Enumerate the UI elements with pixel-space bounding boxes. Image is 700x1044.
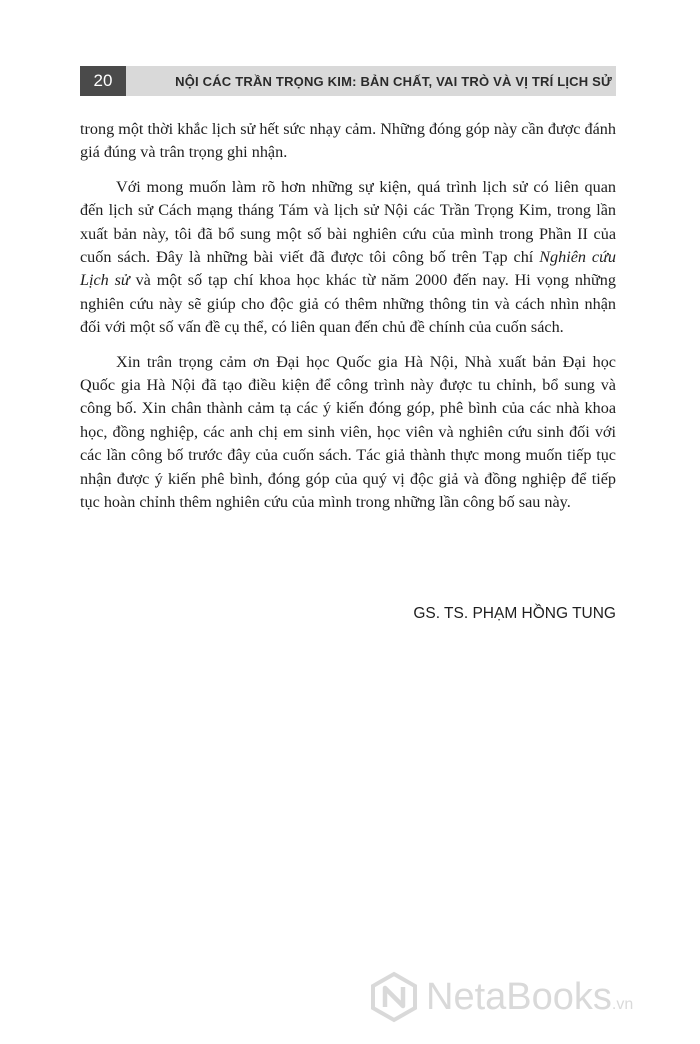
paragraph-2 — [80, 176, 616, 340]
journal-name: Nghiên cứu Lịch sử — [80, 248, 616, 290]
watermark-text — [426, 976, 633, 1019]
paragraph-2-text-a: Với mong muốn làm rõ hơn những sự kiện, quá trình lịch sử có liên quan đến lịch sử Cách mạng tháng Tám và lịch sử Nội các Trần Trọng Kim, trong lần xuất bản này, tôi đã bổ sung một số bài nghiên cứu của mình trong Phần II của cuốn sách. Đây là những bài viết đã được tôi công bố trên Tạp chí — [80, 177, 616, 267]
page-number: 20 — [80, 66, 126, 96]
paragraph-1: trong một thời khắc lịch sử hết sức nhạy cảm. Những đóng góp này cần được đánh giá đúng và trân trọng ghi nhận. — [80, 120, 616, 162]
author-signature: GS. TS. PHẠM HỒNG TUNG — [413, 605, 616, 622]
running-title: NỘI CÁC TRẦN TRỌNG KIM: BẢN CHẤT, VAI TRÒ VÀ VỊ TRÍ LỊCH SỬ — [175, 73, 612, 89]
watermark-tld: .vn — [611, 995, 634, 1013]
body-text — [80, 118, 616, 526]
watermark — [368, 968, 688, 1026]
netabooks-logo-icon — [368, 971, 420, 1023]
page-header — [80, 66, 616, 96]
paragraph-3: Xin trân trọng cảm ơn Đại học Quốc gia Hà Nội, Nhà xuất bản Đại học Quốc gia Hà Nội đã tạo điều kiện để công trình này được tu chỉnh, bổ sung và công bố. Xin chân thành cảm tạ các ý kiến đóng góp, phê bình của các nhà khoa học, đồng nghiệp, các anh chị em sinh viên, học viên và nghiên cứu sinh đối với các lần công bố trước đây của cuốn sách. Tác giả thành thực mong muốn tiếp tục nhận được ý kiến phê bình, đóng góp của quý vị độc giả và đồng nghiệp để tiếp tục hoàn chỉnh thêm nghiên cứu của mình trong những lần công bố sau này. — [80, 352, 616, 512]
watermark-brand: NetaBooks — [426, 975, 612, 1018]
paragraph-2-text-b: và một số tạp chí khoa học khác từ năm 2000 đến nay. Hi vọng những nghiên cứu này sẽ giúp cho độc giả có thêm những thông tin và cách nhìn nhận đối với một số vấn đề cụ thể, có liên quan đến chủ đề chính của cuốn sách. — [80, 271, 616, 337]
